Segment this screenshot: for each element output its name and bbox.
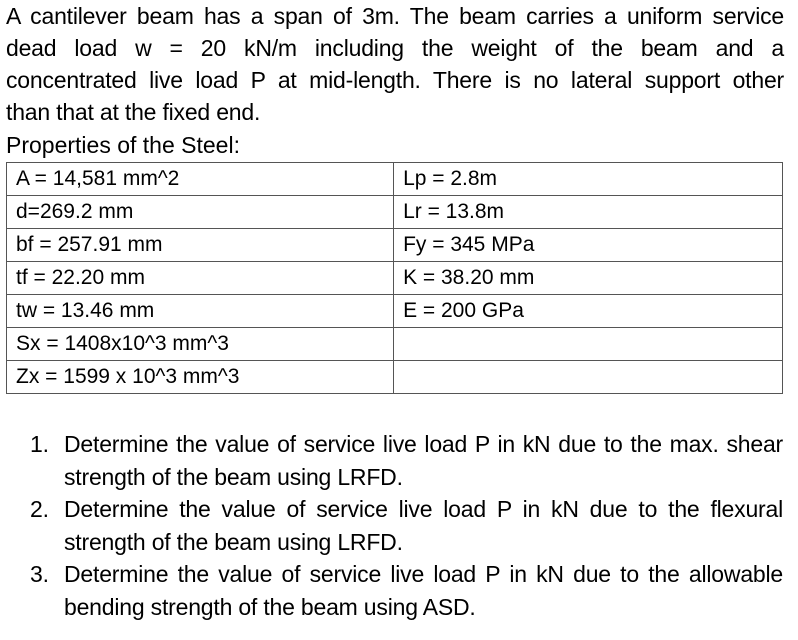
table-cell: Sx = 1408x10^3 mm^3 [7,328,394,361]
problem-statement [6,0,784,128]
list-item [30,558,783,623]
question-number: 3. [30,561,49,587]
table-cell: tf = 22.20 mm [7,262,394,295]
table-cell [394,328,783,361]
problem-line-4: than that at the fixed end. [6,99,261,125]
table-row [7,295,783,328]
steel-properties-table [6,162,783,394]
table-cell: d=269.2 mm [7,196,394,229]
table-row [7,361,783,394]
table-row [7,262,783,295]
list-item [30,493,783,558]
table-cell: K = 38.20 mm [394,262,783,295]
table-cell [394,361,783,394]
table-cell: A = 14,581 mm^2 [7,163,394,196]
properties-heading: Properties of the Steel: [6,132,240,158]
question-text: Determine the value of service live load P in kN due to the flexural strength of the beam using LRFD. [64,496,783,555]
table-row [7,196,783,229]
table-cell: Lp = 2.8m [394,163,783,196]
question-text: Determine the value of service live load P in kN due to the max. shear strength of the beam using LRFD. [64,431,783,490]
table-row [7,163,783,196]
question-number: 2. [30,496,49,522]
question-list [30,428,783,623]
question-text: Determine the value of service live load P in kN due to the allowable bending strength of the beam using ASD. [64,561,783,620]
table-cell: bf = 257.91 mm [7,229,394,262]
table-cell: E = 200 GPa [394,295,783,328]
table-cell: Lr = 13.8m [394,196,783,229]
table-cell: Zx = 1599 x 10^3 mm^3 [7,361,394,394]
table-cell: Fy = 345 MPa [394,229,783,262]
table-row [7,229,783,262]
problem-line-1: A cantilever beam has a span of 3m. The beam carries a uniform service [6,3,784,29]
question-number: 1. [30,431,49,457]
problem-line-2: dead load w = 20 kN/m including the weight of the beam and a [6,35,784,61]
list-item [30,428,783,493]
problem-line-3: concentrated live load P at mid-length. There is no lateral support other [6,67,784,93]
table-cell: tw = 13.46 mm [7,295,394,328]
table-row [7,328,783,361]
